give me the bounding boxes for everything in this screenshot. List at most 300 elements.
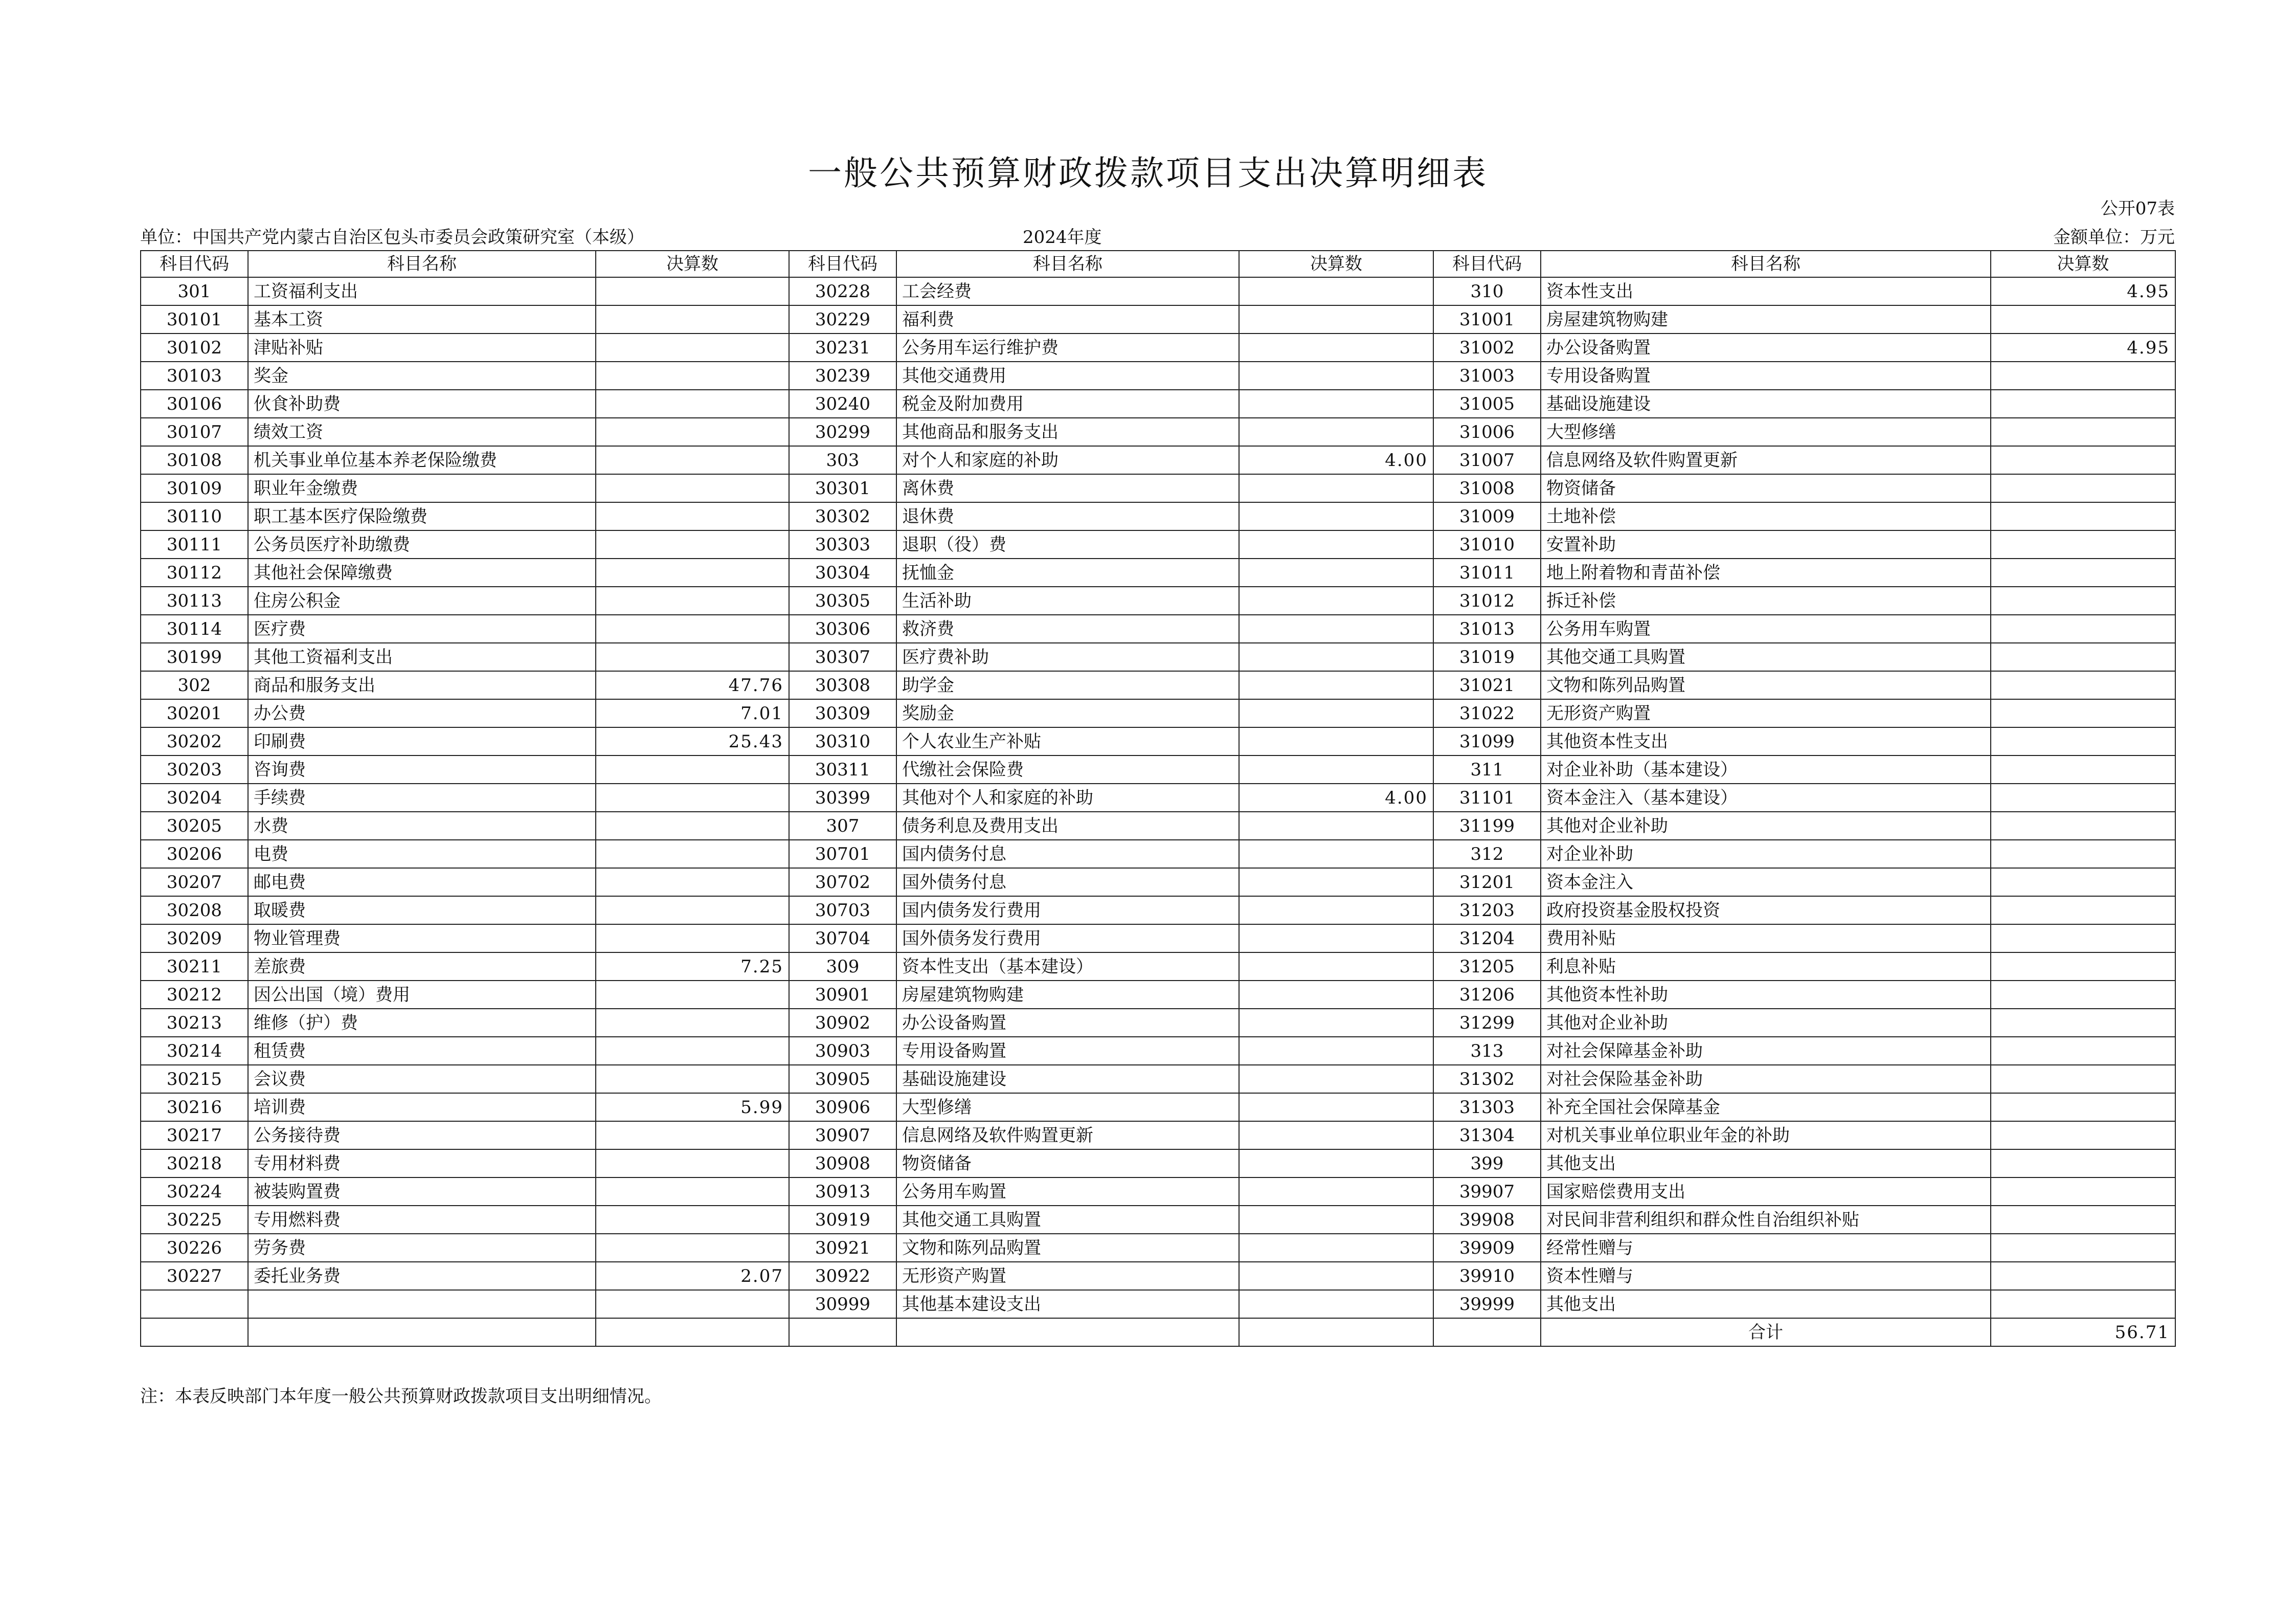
subject-name: 国外债务发行费用: [896, 924, 1239, 952]
subject-code: 30228: [789, 277, 896, 305]
final-amount: [1239, 1206, 1433, 1234]
final-amount: [596, 1177, 789, 1206]
subject-name: 邮电费: [248, 868, 596, 896]
subject-code: 31304: [1433, 1121, 1541, 1149]
subject-name: 救济费: [896, 615, 1239, 643]
subject-name: 物资储备: [1541, 474, 1991, 502]
subject-code: 30216: [141, 1093, 248, 1121]
subject-code: 30215: [141, 1065, 248, 1093]
subject-name: 电费: [248, 840, 596, 868]
subject-code: 31019: [1433, 643, 1541, 671]
subject-name: 退休费: [896, 502, 1239, 530]
subject-code: 30101: [141, 305, 248, 334]
subject-code: 31013: [1433, 615, 1541, 643]
header-code: 科目代码: [1433, 251, 1541, 277]
subject-code: 30107: [141, 418, 248, 446]
subject-code: 39999: [1433, 1290, 1541, 1318]
subject-code: 30399: [789, 784, 896, 812]
final-amount: [1991, 924, 2175, 952]
header-name: 科目名称: [1541, 251, 1991, 277]
final-amount: [1239, 559, 1433, 587]
subject-code: 30207: [141, 868, 248, 896]
subject-name: 安置补助: [1541, 530, 1991, 559]
subject-name: 对企业补助（基本建设）: [1541, 755, 1991, 784]
table-row: [141, 952, 2175, 981]
final-amount: [1239, 643, 1433, 671]
subject-code: [141, 1290, 248, 1318]
total-blank: [248, 1318, 596, 1346]
subject-code: 39908: [1433, 1206, 1541, 1234]
subject-name: 物业管理费: [248, 924, 596, 952]
subject-code: 30703: [789, 896, 896, 924]
subject-code: 30225: [141, 1206, 248, 1234]
final-amount: [1991, 755, 2175, 784]
subject-code: 313: [1433, 1037, 1541, 1065]
subject-name: 伙食补助费: [248, 390, 596, 418]
final-amount: [1239, 362, 1433, 390]
subject-name: 取暖费: [248, 896, 596, 924]
subject-code: 30239: [789, 362, 896, 390]
subject-name: 住房公积金: [248, 587, 596, 615]
total-blank: [1433, 1318, 1541, 1346]
subject-code: 30302: [789, 502, 896, 530]
table-row: [141, 840, 2175, 868]
subject-code: 31001: [1433, 305, 1541, 334]
subject-name: 基础设施建设: [896, 1065, 1239, 1093]
table-row: [141, 390, 2175, 418]
subject-name: 土地补偿: [1541, 502, 1991, 530]
subject-name: 房屋建筑物购建: [896, 981, 1239, 1009]
subject-code: 30109: [141, 474, 248, 502]
subject-code: 30211: [141, 952, 248, 981]
subject-code: 30111: [141, 530, 248, 559]
final-amount: 7.01: [596, 699, 789, 727]
subject-name: 文物和陈列品购置: [1541, 671, 1991, 699]
subject-code: 31302: [1433, 1065, 1541, 1093]
final-amount: [1239, 896, 1433, 924]
subject-code: 31009: [1433, 502, 1541, 530]
subject-name: 奖励金: [896, 699, 1239, 727]
subject-name: 退职（役）费: [896, 530, 1239, 559]
subject-name: 公务员医疗补助缴费: [248, 530, 596, 559]
final-amount: [1239, 868, 1433, 896]
final-amount: [1239, 1262, 1433, 1290]
footnote: 注：本表反映部门本年度一般公共预算财政拨款项目支出明细情况。: [140, 1386, 662, 1407]
table-row: [141, 277, 2175, 305]
final-amount: [1991, 1037, 2175, 1065]
subject-name: 因公出国（境）费用: [248, 981, 596, 1009]
subject-code: 311: [1433, 755, 1541, 784]
final-amount: [596, 530, 789, 559]
final-amount: [1239, 699, 1433, 727]
table-row: [141, 446, 2175, 474]
subject-code: 30701: [789, 840, 896, 868]
final-amount: 4.95: [1991, 334, 2175, 362]
page-title: 一般公共预算财政拨款项目支出决算明细表: [808, 153, 1488, 193]
subject-code: 31006: [1433, 418, 1541, 446]
subject-code: 31002: [1433, 334, 1541, 362]
final-amount: [1239, 530, 1433, 559]
table-row: [141, 1177, 2175, 1206]
final-amount: [1991, 362, 2175, 390]
final-amount: 2.07: [596, 1262, 789, 1290]
final-amount: [596, 334, 789, 362]
subject-name: 其他资本性补助: [1541, 981, 1991, 1009]
final-amount: 4.00: [1239, 446, 1433, 474]
subject-code: 30202: [141, 727, 248, 755]
subject-name: 无形资产购置: [1541, 699, 1991, 727]
final-amount: [1239, 1121, 1433, 1149]
final-amount: [1239, 1290, 1433, 1318]
table-row: [141, 924, 2175, 952]
subject-code: 30108: [141, 446, 248, 474]
subject-name: 物资储备: [896, 1149, 1239, 1177]
table-row: [141, 305, 2175, 334]
subject-name: 债务利息及费用支出: [896, 812, 1239, 840]
subject-name: 费用补贴: [1541, 924, 1991, 952]
subject-name: 机关事业单位基本养老保险缴费: [248, 446, 596, 474]
subject-name: 工资福利支出: [248, 277, 596, 305]
subject-name: 专用设备购置: [1541, 362, 1991, 390]
final-amount: [1239, 277, 1433, 305]
subject-name: 信息网络及软件购置更新: [896, 1121, 1239, 1149]
final-amount: [596, 587, 789, 615]
subject-code: 30106: [141, 390, 248, 418]
final-amount: [1239, 1009, 1433, 1037]
final-amount: [596, 784, 789, 812]
subject-name: 对个人和家庭的补助: [896, 446, 1239, 474]
subject-name: 办公设备购置: [1541, 334, 1991, 362]
final-amount: [1991, 390, 2175, 418]
subject-name: 国家赔偿费用支出: [1541, 1177, 1991, 1206]
subject-name: 拆迁补偿: [1541, 587, 1991, 615]
subject-code: 31199: [1433, 812, 1541, 840]
final-amount: [1991, 812, 2175, 840]
final-amount: [596, 1290, 789, 1318]
subject-code: 309: [789, 952, 896, 981]
subject-name: 地上附着物和青苗补偿: [1541, 559, 1991, 587]
header-amount: 决算数: [1991, 251, 2175, 277]
final-amount: [596, 277, 789, 305]
subject-code: 30231: [789, 334, 896, 362]
final-amount: [1991, 1009, 2175, 1037]
subject-name: 资本金注入: [1541, 868, 1991, 896]
subject-code: 30919: [789, 1206, 896, 1234]
subject-name: 奖金: [248, 362, 596, 390]
final-amount: [1991, 981, 2175, 1009]
final-amount: [1991, 418, 2175, 446]
final-amount: [1239, 474, 1433, 502]
subject-name: 对机关事业单位职业年金的补助: [1541, 1121, 1991, 1149]
total-value: 56.71: [1991, 1318, 2175, 1346]
subject-name: 利息补贴: [1541, 952, 1991, 981]
subject-name: 资本金注入（基本建设）: [1541, 784, 1991, 812]
subject-name: 其他资本性支出: [1541, 727, 1991, 755]
subject-name: 其他交通工具购置: [896, 1206, 1239, 1234]
subject-name: 维修（护）费: [248, 1009, 596, 1037]
subject-code: 31005: [1433, 390, 1541, 418]
subject-name: 代缴社会保险费: [896, 755, 1239, 784]
unit-line: 单位：中国共产党内蒙古自治区包头市委员会政策研究室（本级）: [140, 227, 644, 248]
subject-code: 30203: [141, 755, 248, 784]
subject-code: 30309: [789, 699, 896, 727]
subject-name: 职业年金缴费: [248, 474, 596, 502]
subject-code: 30311: [789, 755, 896, 784]
subject-code: 30199: [141, 643, 248, 671]
final-amount: [1239, 924, 1433, 952]
subject-code: 30308: [789, 671, 896, 699]
subject-name: 资本性赠与: [1541, 1262, 1991, 1290]
subject-code: 303: [789, 446, 896, 474]
final-amount: [1239, 1065, 1433, 1093]
subject-code: 30114: [141, 615, 248, 643]
subject-name: 专用设备购置: [896, 1037, 1239, 1065]
subject-code: 30240: [789, 390, 896, 418]
final-amount: [596, 390, 789, 418]
subject-code: 30208: [141, 896, 248, 924]
final-amount: [1239, 334, 1433, 362]
final-amount: [596, 615, 789, 643]
final-amount: [1991, 840, 2175, 868]
amount-unit: 金额单位：万元: [2053, 227, 2175, 248]
table-row: [141, 699, 2175, 727]
subject-code: 30902: [789, 1009, 896, 1037]
subject-name: 生活补助: [896, 587, 1239, 615]
total-label: 合计: [1541, 1318, 1991, 1346]
subject-code: 399: [1433, 1149, 1541, 1177]
subject-code: 301: [141, 277, 248, 305]
table-header-row: [141, 251, 2175, 277]
subject-code: 31201: [1433, 868, 1541, 896]
final-amount: [1991, 1262, 2175, 1290]
table-row: [141, 502, 2175, 530]
subject-name: 办公费: [248, 699, 596, 727]
subject-name: 无形资产购置: [896, 1262, 1239, 1290]
final-amount: [1239, 390, 1433, 418]
final-amount: [1239, 671, 1433, 699]
subject-name: 其他工资福利支出: [248, 643, 596, 671]
subject-name: 办公设备购置: [896, 1009, 1239, 1037]
subject-code: 30704: [789, 924, 896, 952]
subject-name: 医疗费: [248, 615, 596, 643]
subject-code: 31099: [1433, 727, 1541, 755]
subject-code: 31007: [1433, 446, 1541, 474]
subject-code: 30204: [141, 784, 248, 812]
subject-name: 个人农业生产补贴: [896, 727, 1239, 755]
table-row: [141, 587, 2175, 615]
subject-code: 30905: [789, 1065, 896, 1093]
final-amount: 4.00: [1239, 784, 1433, 812]
subject-name: 基础设施建设: [1541, 390, 1991, 418]
header-code: 科目代码: [141, 251, 248, 277]
form-code: 公开07表: [2100, 198, 2175, 219]
final-amount: [1239, 952, 1433, 981]
final-amount: [596, 755, 789, 784]
subject-code: 30906: [789, 1093, 896, 1121]
subject-code: 30103: [141, 362, 248, 390]
table-row: [141, 812, 2175, 840]
subject-name: 信息网络及软件购置更新: [1541, 446, 1991, 474]
subject-name: 税金及附加费用: [896, 390, 1239, 418]
subject-code: 31205: [1433, 952, 1541, 981]
subject-name: 其他商品和服务支出: [896, 418, 1239, 446]
subject-code: 30922: [789, 1262, 896, 1290]
subject-name: 其他对个人和家庭的补助: [896, 784, 1239, 812]
subject-code: 30113: [141, 587, 248, 615]
table-row: [141, 643, 2175, 671]
subject-name: 印刷费: [248, 727, 596, 755]
subject-name: 其他对企业补助: [1541, 812, 1991, 840]
subject-code: 31008: [1433, 474, 1541, 502]
final-amount: [1991, 559, 2175, 587]
final-amount: [1991, 1290, 2175, 1318]
final-amount: [596, 643, 789, 671]
subject-code: 31203: [1433, 896, 1541, 924]
subject-code: 30307: [789, 643, 896, 671]
subject-name: 大型修缮: [1541, 418, 1991, 446]
subject-name: 委托业务费: [248, 1262, 596, 1290]
subject-code: 30901: [789, 981, 896, 1009]
subject-code: 30303: [789, 530, 896, 559]
subject-name: 其他对企业补助: [1541, 1009, 1991, 1037]
final-amount: [1991, 699, 2175, 727]
subject-code: 31204: [1433, 924, 1541, 952]
table-row: [141, 1121, 2175, 1149]
subject-name: 工会经费: [896, 277, 1239, 305]
final-amount: [1239, 1093, 1433, 1121]
table-row: [141, 896, 2175, 924]
year-label: 2024年度: [1023, 227, 1102, 248]
table-row: [141, 559, 2175, 587]
subject-name: 公务用车购置: [896, 1177, 1239, 1206]
final-amount: [1991, 952, 2175, 981]
subject-name: 其他交通费用: [896, 362, 1239, 390]
table-row: [141, 727, 2175, 755]
subject-code: 30908: [789, 1149, 896, 1177]
subject-code: 31003: [1433, 362, 1541, 390]
final-amount: [596, 502, 789, 530]
subject-name: 津贴补贴: [248, 334, 596, 362]
final-amount: [1239, 1234, 1433, 1262]
subject-code: 31010: [1433, 530, 1541, 559]
subject-name: 商品和服务支出: [248, 671, 596, 699]
subject-name: 水费: [248, 812, 596, 840]
final-amount: [596, 418, 789, 446]
final-amount: [596, 474, 789, 502]
total-row: [141, 1318, 2175, 1346]
subject-code: 302: [141, 671, 248, 699]
subject-code: 31101: [1433, 784, 1541, 812]
final-amount: [1991, 446, 2175, 474]
subject-code: 30212: [141, 981, 248, 1009]
table-row: [141, 474, 2175, 502]
final-amount: [596, 896, 789, 924]
subject-code: 30301: [789, 474, 896, 502]
subject-name: 其他社会保障缴费: [248, 559, 596, 587]
subject-name: 对社会保险基金补助: [1541, 1065, 1991, 1093]
final-amount: [596, 305, 789, 334]
subject-code: 31022: [1433, 699, 1541, 727]
subject-code: 30907: [789, 1121, 896, 1149]
subject-code: 31021: [1433, 671, 1541, 699]
subject-code: 30226: [141, 1234, 248, 1262]
subject-name: 基本工资: [248, 305, 596, 334]
subject-name: 福利费: [896, 305, 1239, 334]
table-row: [141, 334, 2175, 362]
subject-code: 30903: [789, 1037, 896, 1065]
subject-name: 资本性支出（基本建设）: [896, 952, 1239, 981]
total-blank: [596, 1318, 789, 1346]
subject-name: 其他支出: [1541, 1290, 1991, 1318]
final-amount: [1239, 1037, 1433, 1065]
subject-code: 30209: [141, 924, 248, 952]
final-amount: [1991, 1177, 2175, 1206]
final-amount: [1991, 587, 2175, 615]
final-amount: [1239, 981, 1433, 1009]
final-amount: [596, 1149, 789, 1177]
final-amount: [596, 1065, 789, 1093]
final-amount: [1991, 1234, 2175, 1262]
subject-name: 职工基本医疗保险缴费: [248, 502, 596, 530]
final-amount: [1239, 1149, 1433, 1177]
subject-name: 资本性支出: [1541, 277, 1991, 305]
final-amount: [1239, 840, 1433, 868]
subject-name: 会议费: [248, 1065, 596, 1093]
table-row: [141, 868, 2175, 896]
total-blank: [1239, 1318, 1433, 1346]
final-amount: [1991, 784, 2175, 812]
subject-name: 绩效工资: [248, 418, 596, 446]
final-amount: [1991, 1065, 2175, 1093]
final-amount: 5.99: [596, 1093, 789, 1121]
subject-code: 39907: [1433, 1177, 1541, 1206]
final-amount: [1991, 671, 2175, 699]
subject-name: 国内债务发行费用: [896, 896, 1239, 924]
subject-name: 国外债务付息: [896, 868, 1239, 896]
subject-name: 租赁费: [248, 1037, 596, 1065]
subject-name: 对社会保障基金补助: [1541, 1037, 1991, 1065]
subject-code: 30306: [789, 615, 896, 643]
subject-code: 31011: [1433, 559, 1541, 587]
final-amount: [596, 924, 789, 952]
final-amount: [1991, 1206, 2175, 1234]
table-row: [141, 784, 2175, 812]
subject-code: 30217: [141, 1121, 248, 1149]
subject-name: 咨询费: [248, 755, 596, 784]
total-blank: [896, 1318, 1239, 1346]
table-row: [141, 1093, 2175, 1121]
table-row: [141, 671, 2175, 699]
subject-code: 312: [1433, 840, 1541, 868]
table-row: [141, 1037, 2175, 1065]
subject-name: 政府投资基金股权投资: [1541, 896, 1991, 924]
final-amount: 7.25: [596, 952, 789, 981]
final-amount: 4.95: [1991, 277, 2175, 305]
final-amount: [596, 559, 789, 587]
subject-code: 31012: [1433, 587, 1541, 615]
final-amount: [596, 981, 789, 1009]
subject-name: 助学金: [896, 671, 1239, 699]
header-name: 科目名称: [896, 251, 1239, 277]
subject-name: 公务用车购置: [1541, 615, 1991, 643]
header-amount: 决算数: [596, 251, 789, 277]
subject-code: 30913: [789, 1177, 896, 1206]
table-row: [141, 1149, 2175, 1177]
final-amount: [1239, 727, 1433, 755]
subject-code: 31206: [1433, 981, 1541, 1009]
table-row: [141, 418, 2175, 446]
subject-code: 30206: [141, 840, 248, 868]
